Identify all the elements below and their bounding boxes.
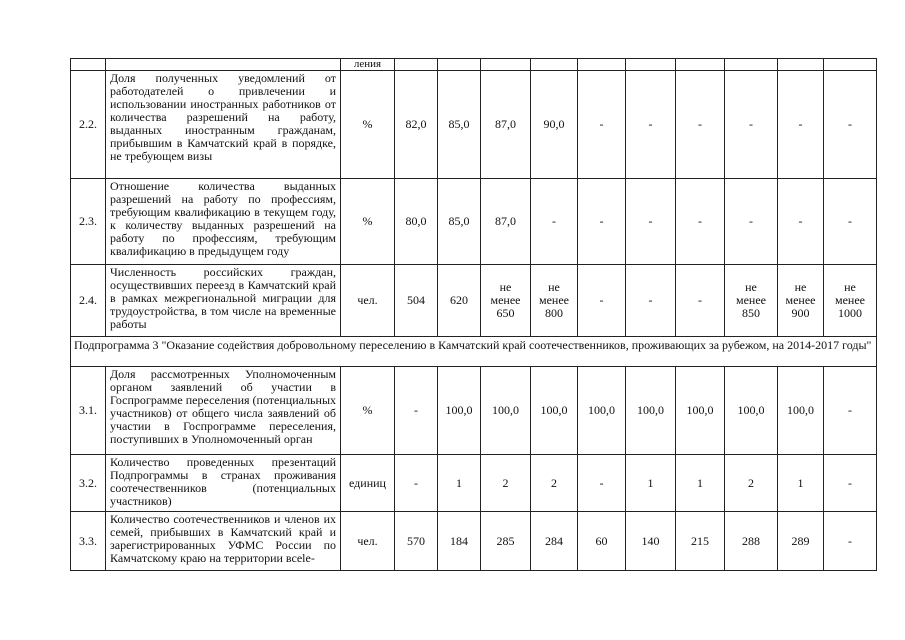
value-cell: - <box>578 265 626 337</box>
row-unit: единиц <box>341 455 395 512</box>
value-cell: 87,0 <box>481 71 531 179</box>
value-cell: 289 <box>778 512 824 571</box>
value-cell: не менее 1000 <box>824 265 877 337</box>
indicators-table <box>70 58 877 571</box>
document-page <box>70 58 872 571</box>
value-cell: - <box>395 455 438 512</box>
table-row <box>71 71 877 179</box>
row-number: 2.2. <box>71 71 106 179</box>
value-cell: - <box>578 71 626 179</box>
value-cell: 288 <box>725 512 778 571</box>
empty-cell <box>778 59 824 71</box>
value-cell: - <box>778 179 824 265</box>
value-cell: 2 <box>531 455 578 512</box>
value-cell: 100,0 <box>778 367 824 455</box>
empty-cell <box>531 59 578 71</box>
value-cell: 90,0 <box>531 71 578 179</box>
empty-cell <box>824 59 877 71</box>
value-cell: не менее 900 <box>778 265 824 337</box>
value-cell: 570 <box>395 512 438 571</box>
value-cell: - <box>395 367 438 455</box>
value-cell: 1 <box>438 455 481 512</box>
empty-cell <box>438 59 481 71</box>
row-unit: % <box>341 367 395 455</box>
subprogram-title: Подпрограмма 3 "Оказание содействия добровольному переселению в Камчатский край соотечественников, проживающих за рубежом, на 2014-2017 годы" <box>71 337 877 367</box>
table-row <box>71 59 877 71</box>
row-description: Доля полученных уведомлений от работодателей о привлечении и использовании иностранных работников от количества разрешений на работу, выданных иностранным гражданам, прибывшим в Камчатский край в порядке, не требующем визы <box>106 71 341 179</box>
value-cell: - <box>626 179 676 265</box>
empty-cell <box>676 59 725 71</box>
row-number: 3.3. <box>71 512 106 571</box>
table-row <box>71 512 877 571</box>
value-cell: - <box>824 71 877 179</box>
value-cell: 100,0 <box>438 367 481 455</box>
value-cell: 87,0 <box>481 179 531 265</box>
row-number: 3.2. <box>71 455 106 512</box>
value-cell: не менее 650 <box>481 265 531 337</box>
value-cell: 1 <box>626 455 676 512</box>
value-cell: - <box>824 179 877 265</box>
value-cell: - <box>778 71 824 179</box>
row-unit: % <box>341 71 395 179</box>
value-cell: - <box>531 179 578 265</box>
empty-cell <box>481 59 531 71</box>
value-cell: не менее 850 <box>725 265 778 337</box>
table-row <box>71 367 877 455</box>
value-cell: 82,0 <box>395 71 438 179</box>
value-cell: - <box>725 71 778 179</box>
table-row <box>71 179 877 265</box>
unit-cell: ления <box>341 59 395 71</box>
row-number: 2.4. <box>71 265 106 337</box>
value-cell: 100,0 <box>725 367 778 455</box>
value-cell: - <box>578 179 626 265</box>
row-number: 2.3. <box>71 179 106 265</box>
value-cell: 100,0 <box>676 367 725 455</box>
value-cell: 504 <box>395 265 438 337</box>
table-row <box>71 455 877 512</box>
value-cell: - <box>824 512 877 571</box>
empty-cell <box>578 59 626 71</box>
empty-cell <box>626 59 676 71</box>
value-cell: не менее 800 <box>531 265 578 337</box>
value-cell: - <box>824 455 877 512</box>
empty-cell <box>395 59 438 71</box>
table-body <box>71 59 877 571</box>
empty-cell <box>725 59 778 71</box>
row-description: Численность российских граждан, осуществивших переезд в Камчатский край в рамках межрегиональной миграции для трудоустройства, в том числе на временные работы <box>106 265 341 337</box>
value-cell: 1 <box>778 455 824 512</box>
value-cell: - <box>626 265 676 337</box>
table-row <box>71 265 877 337</box>
value-cell: 100,0 <box>531 367 578 455</box>
value-cell: 85,0 <box>438 179 481 265</box>
value-cell: - <box>676 179 725 265</box>
value-cell: 100,0 <box>626 367 676 455</box>
value-cell: 85,0 <box>438 71 481 179</box>
row-number: 3.1. <box>71 367 106 455</box>
value-cell: 80,0 <box>395 179 438 265</box>
row-description: Доля рассмотренных Уполномоченным органом заявлений об участии в Госпрограмме переселения (потенциальных участников) от общего числа заявлений об участии в Госпрограмме переселения, поступивших в Уполномоченный орган <box>106 367 341 455</box>
empty-cell <box>106 59 341 71</box>
value-cell: 2 <box>481 455 531 512</box>
value-cell: - <box>626 71 676 179</box>
row-description: Количество соотечественников и членов их семей, прибывших в Камчатский край и зарегистрированных УФМС России по Камчатскому краю на территории всele- <box>106 512 341 571</box>
value-cell: 284 <box>531 512 578 571</box>
value-cell: 215 <box>676 512 725 571</box>
row-unit: % <box>341 179 395 265</box>
value-cell: 60 <box>578 512 626 571</box>
row-unit: чел. <box>341 265 395 337</box>
value-cell: - <box>824 367 877 455</box>
value-cell: 100,0 <box>481 367 531 455</box>
row-description: Количество проведенных презентаций Подпрограммы в странах проживания соотечественников (потенциальных участников) <box>106 455 341 512</box>
row-description: Отношение количества выданных разрешений на работу по профессиям, требующим квалификацию в текущем году, к количеству выданных разрешений на работу по профессиям, требующим квалификацию в предыдущем году <box>106 179 341 265</box>
value-cell: 184 <box>438 512 481 571</box>
value-cell: 140 <box>626 512 676 571</box>
value-cell: 285 <box>481 512 531 571</box>
value-cell: - <box>676 71 725 179</box>
subprogram-row <box>71 337 877 367</box>
row-unit: чел. <box>341 512 395 571</box>
value-cell: 2 <box>725 455 778 512</box>
value-cell: 100,0 <box>578 367 626 455</box>
value-cell: 1 <box>676 455 725 512</box>
value-cell: - <box>578 455 626 512</box>
value-cell: - <box>676 265 725 337</box>
empty-cell <box>71 59 106 71</box>
value-cell: - <box>725 179 778 265</box>
value-cell: 620 <box>438 265 481 337</box>
